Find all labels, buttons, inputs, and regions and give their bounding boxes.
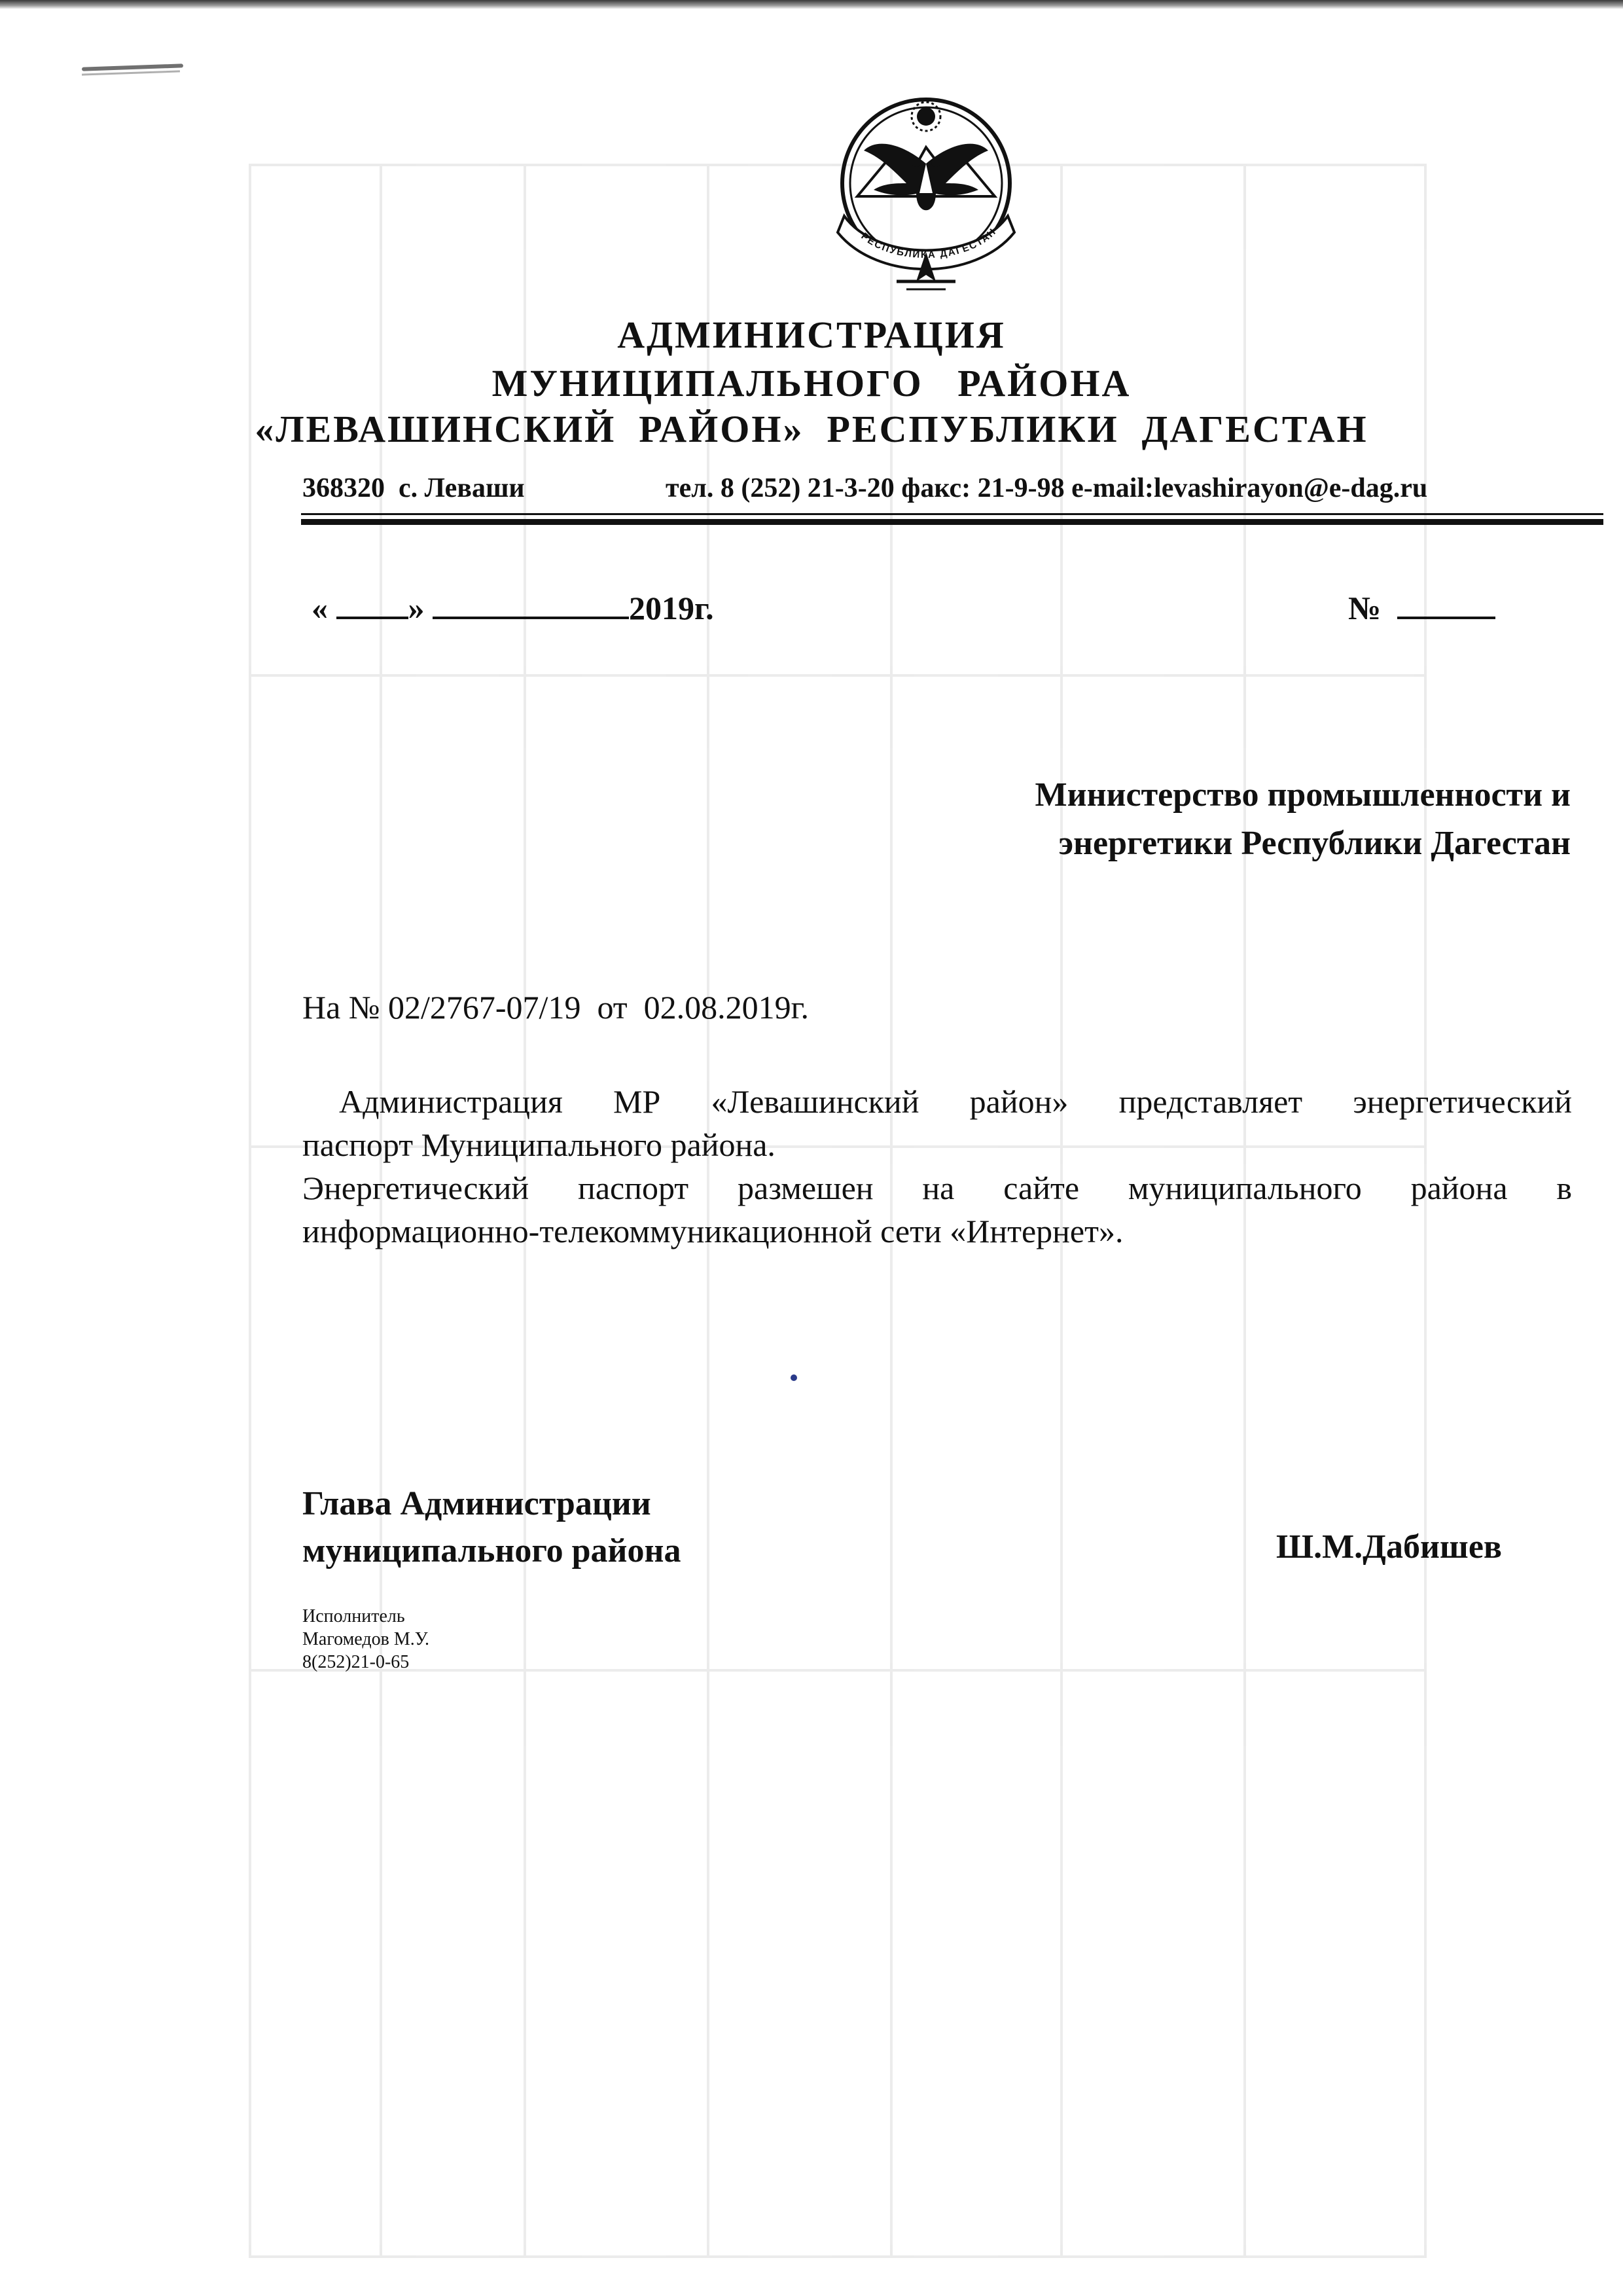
number-sign: № <box>1348 590 1382 626</box>
paragraph-1 <box>302 1080 1572 1166</box>
emblem-ribbon-text: РЕСПУБЛИКА ДАГЕСТАН <box>859 226 999 261</box>
postal-address: 368320 с. Леваши <box>302 473 525 503</box>
month-blank <box>433 590 629 619</box>
dagestan-emblem <box>818 85 1034 295</box>
paragraph-2-line1: Энергетический паспорт размешен на сайте муниципального района в <box>302 1170 1572 1206</box>
paragraph-2-line2: информационно-телекоммуникационной сети «Интернет». <box>302 1213 1124 1249</box>
date-year: 2019г. <box>629 590 714 626</box>
day-blank <box>336 590 408 619</box>
reference-line: На № 02/2767-07/19 от 02.08.2019г. <box>302 989 809 1026</box>
addressee-line1: Министерство промышленности и <box>1035 776 1571 814</box>
paragraph-2 <box>302 1166 1572 1253</box>
addressee-line2: энергетики Республики Дагестан <box>1058 825 1571 862</box>
number-blank <box>1397 590 1495 619</box>
executor-label: Исполнитель <box>302 1606 405 1626</box>
paragraph-1-line1: Администрация МР «Левашинский район» представляет энергетический <box>339 1083 1572 1120</box>
paragraph-1-line2: паспорт Муниципального района. <box>302 1126 776 1163</box>
header-rule-thin <box>301 513 1603 515</box>
signatory-title <box>302 1480 681 1575</box>
date-quote-open: « <box>312 590 328 626</box>
header-title-line1: АДМИНИСТРАЦИЯ <box>617 314 1006 356</box>
ink-dot <box>791 1374 797 1381</box>
date-quote-close: » <box>408 590 425 626</box>
document-number-field <box>1348 589 1495 627</box>
header-title-line3: «ЛЕВАШИНСКИЙ РАЙОН» РЕСПУБЛИКИ ДАГЕСТАН <box>255 408 1368 450</box>
signatory-title-line2: муниципального района <box>302 1532 681 1570</box>
executor-block <box>302 1605 429 1674</box>
executor-phone: 8(252)21-0-65 <box>302 1652 410 1672</box>
contact-details: тел. 8 (252) 21-3-20 факс: 21-9-98 e-mail:levashirayon@e-dag.ru <box>666 473 1428 503</box>
addressee <box>1035 771 1571 868</box>
date-field <box>312 589 714 627</box>
header-rule-thick <box>301 519 1603 525</box>
header-title-line2: МУНИЦИПАЛЬНОГО РАЙОНА <box>491 362 1132 404</box>
signatory-name: Ш.М.Дабишев <box>1276 1528 1502 1566</box>
scan-mark-secondary <box>82 70 180 75</box>
executor-name: Магомедов М.У. <box>302 1629 429 1649</box>
scan-top-edge <box>0 0 1623 9</box>
address-row <box>302 473 1572 512</box>
signatory-title-line1: Глава Администрации <box>302 1485 651 1522</box>
